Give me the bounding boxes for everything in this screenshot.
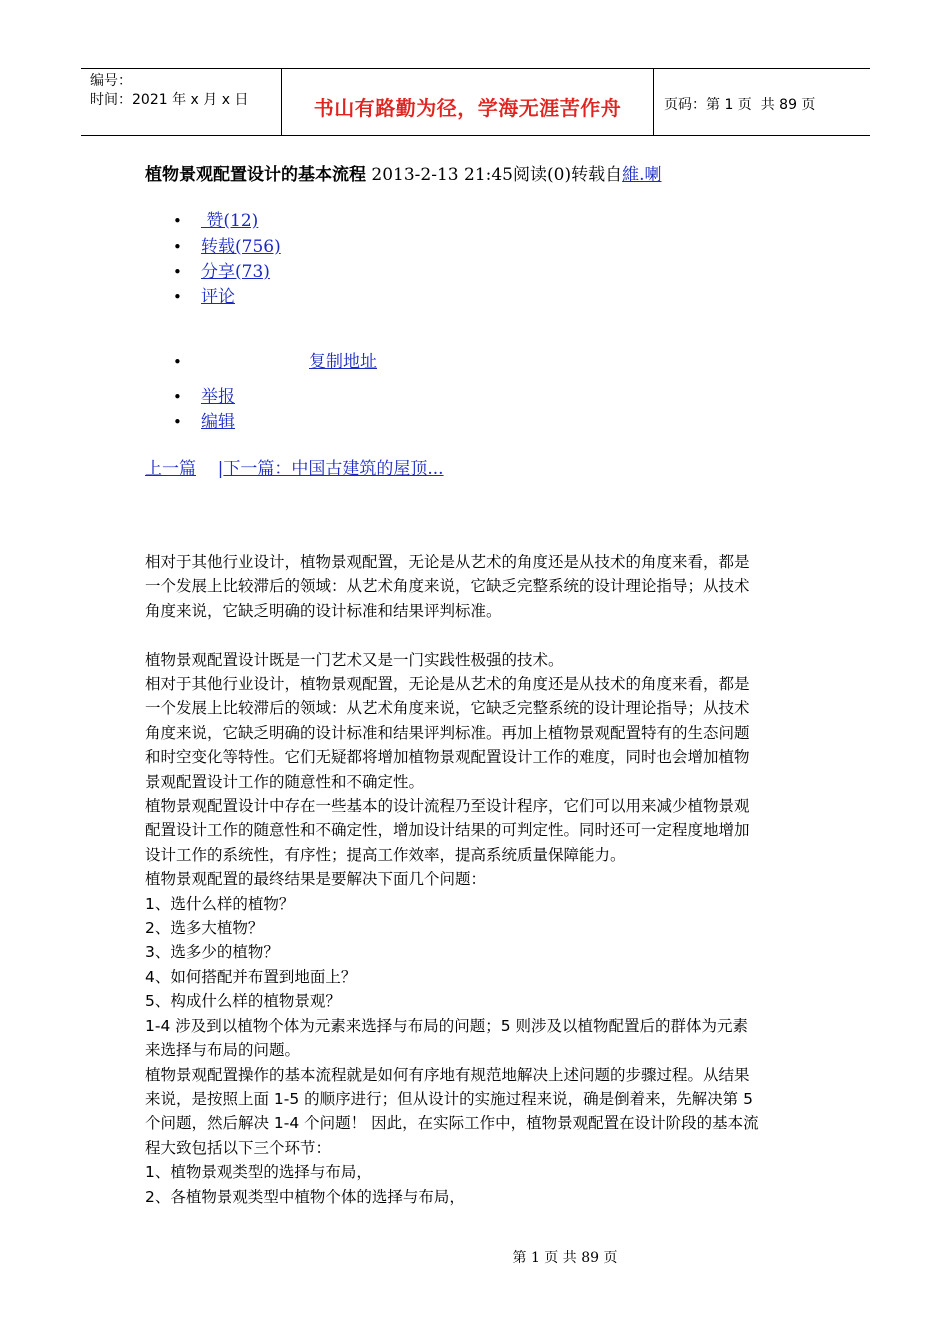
body-line: 来选择与布局的问题。 <box>145 1041 301 1060</box>
prev-post-link[interactable]: 上一篇 <box>145 459 196 479</box>
list-item-comment <box>173 282 235 307</box>
body-line: 4、如何搭配并布置到地面上？ <box>145 967 357 986</box>
bullet-icon <box>173 287 201 307</box>
page-header-table <box>81 68 870 136</box>
comment-link[interactable]: 评论 <box>201 287 235 307</box>
edit-link[interactable]: 编辑 <box>201 412 235 432</box>
bullet-icon <box>173 237 201 257</box>
article-title-line <box>145 160 662 185</box>
nav-separator: | <box>217 459 224 479</box>
body-line: 配置设计工作的随意性和不确定性，增加设计结果的可判定性。同时还可一定程度地增加 <box>145 821 750 840</box>
list-item-like <box>173 206 258 231</box>
list-item-report <box>173 382 235 407</box>
paragraph-gap <box>145 623 815 647</box>
body-line: 1、选什么样的植物？ <box>145 894 295 913</box>
body-line: 相对于其他行业设计，植物景观配置，无论是从艺术的角度还是从技术的角度来看，都是 <box>145 553 750 571</box>
header-page-info: 页码：第 1 页 共 89 页 <box>664 97 816 113</box>
article-body <box>145 550 815 1209</box>
repost-link[interactable]: 转载(756) <box>201 237 281 257</box>
bullet-icon <box>173 352 201 372</box>
next-post-link[interactable]: 下一篇：中国古建筑的屋顶... <box>223 459 444 479</box>
body-line: 1-4 涉及到以植物个体为元素来选择与布局的问题；5 则涉及以植物配置后的群体为元素 <box>145 1016 749 1035</box>
list-item-share <box>173 257 270 282</box>
article-title: 植物景观配置设计的基本流程 <box>145 165 366 185</box>
body-line: 程大致包括以下三个环节： <box>145 1138 332 1157</box>
bullet-icon <box>173 387 201 407</box>
body-line: 角度来说，它缺乏明确的设计标准和结果评判标准。 <box>145 601 502 620</box>
report-link[interactable]: 举报 <box>201 387 235 407</box>
article-source-link[interactable]: 維.喇 <box>622 165 662 185</box>
body-line: 一个发展上比较滞后的领域：从艺术角度来说，它缺乏完整系统的设计理论指导；从技术 <box>145 577 750 596</box>
body-line: 来说，是按照上面 1-5 的顺序进行；但从设计的实施过程来说，确是倒着来，先解决第 5 <box>145 1089 753 1108</box>
like-link[interactable]: 赞(12) <box>201 211 259 231</box>
list-item-copy-address <box>173 347 377 372</box>
page-footer: 第 1 页 共 89 页 <box>512 1250 618 1266</box>
body-line: 设计工作的系统性，有序性；提高工作效率，提高系统质量保障能力。 <box>145 845 626 864</box>
body-line: 植物景观配置设计中存在一些基本的设计流程乃至设计程序，它们可以用来减少植物景观 <box>145 797 750 816</box>
header-motto-cell <box>282 69 654 135</box>
body-line: 景观配置设计工作的随意性和不确定性。 <box>145 772 425 791</box>
bullet-icon <box>173 262 201 282</box>
copy-address-link[interactable]: 复制地址 <box>309 352 377 372</box>
body-line: 植物景观配置设计既是一门艺术又是一门实践性极强的技术。 <box>145 650 564 669</box>
header-page-cell <box>654 69 870 135</box>
body-line: 相对于其他行业设计，植物景观配置，无论是从艺术的角度还是从技术的角度来看，都是 <box>145 675 750 694</box>
list-item-repost <box>173 232 281 257</box>
article-meta: 2013-2-13 21:45阅读(0)转载自 <box>366 165 623 185</box>
header-left-cell <box>81 69 282 135</box>
document-time-label: 时间：2021 年 x 月 x 日 <box>90 92 249 108</box>
body-line: 一个发展上比较滞后的领域：从艺术角度来说，它缺乏完整系统的设计理论指导；从技术 <box>145 699 750 718</box>
document-number-label: 编号： <box>90 73 132 89</box>
body-line: 植物景观配置操作的基本流程就是如何有序地有规范地解决上述问题的步骤过程。从结果 <box>145 1065 750 1084</box>
body-line: 角度来说，它缺乏明确的设计标准和结果评判标准。再加上植物景观配置特有的生态问题 <box>145 723 750 742</box>
share-link[interactable]: 分享(73) <box>201 262 270 282</box>
body-line: 5、构成什么样的植物景观？ <box>145 992 341 1011</box>
body-line: 植物景观配置的最终结果是要解决下面几个问题： <box>145 870 487 889</box>
bullet-icon <box>173 211 201 231</box>
body-line: 和时空变化等特性。它们无疑都将增加植物景观配置设计工作的难度，同时也会增加植物 <box>145 748 750 767</box>
bullet-icon <box>173 412 201 432</box>
body-line: 2、选多大植物？ <box>145 919 264 938</box>
post-navigation <box>145 454 444 479</box>
body-line: 3、选多少的植物？ <box>145 943 279 962</box>
body-line: 个问题，然后解决 1-4 个问题！ 因此，在实际工作中，植物景观配置在设计阶段的基本流 <box>145 1114 759 1133</box>
body-line: 2、各植物景观类型中植物个体的选择与布局， <box>145 1187 465 1206</box>
list-item-edit <box>173 407 235 432</box>
header-motto: 书山有路勤为径，学海无涯苦作舟 <box>313 95 622 120</box>
body-line: 1、植物景观类型的选择与布局， <box>145 1163 372 1182</box>
